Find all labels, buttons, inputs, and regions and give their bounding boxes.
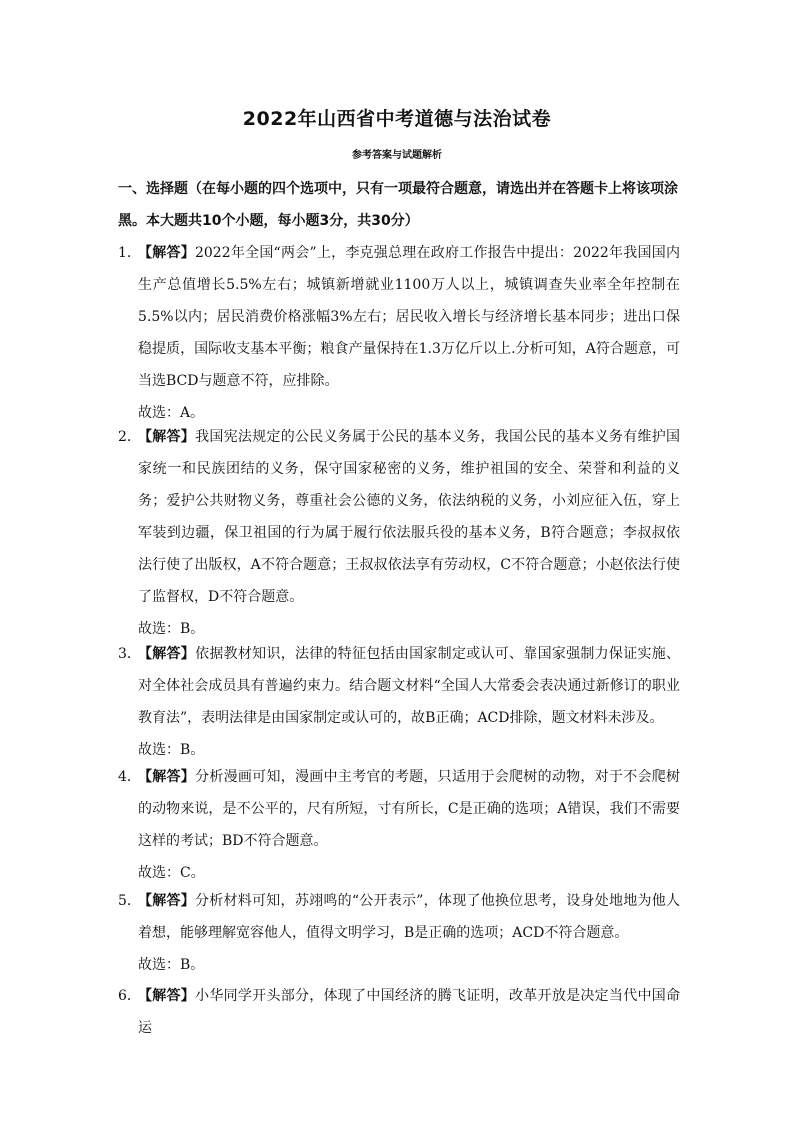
answer-tag: 【解答】 bbox=[138, 988, 196, 1004]
section-heading: 一、选择题（在每小题的四个选项中，只有一项最符合题意，请选出并在答题卡上将该项涂黑。本大题共10个小题，每小题3分，共30分） bbox=[118, 181, 678, 229]
question-5 bbox=[118, 885, 680, 981]
question-number: 4． bbox=[118, 769, 141, 785]
question-text bbox=[138, 237, 680, 397]
page-subtitle: 参考答案与试题解析 bbox=[352, 150, 442, 161]
answer-body: 我国宪法规定的公民义务属于公民的基本义务，我国公民的基本义务有维护国家统一和民族团结的义务，保守国家秘密的义务，维护祖国的安全、荣誉和利益的义务；爱护公共财物义务，尊重社会公德的义务，依法纳税的义务，小刘应征入伍，穿上军装到边疆，保卫祖国的行为属于履行依法服兵役的基本义务，B符合题意；李叔叔依法行使了出版权，A不符合题意；王叔叔依法享有劳动权，C不符合题意；小赵依法行使了监督权，D不符合题意。 bbox=[138, 429, 681, 605]
question-2 bbox=[118, 421, 680, 645]
answer-body: 分析漫画可知，漫画中主考官的考题，只适用于会爬树的动物，对于不会爬树的动物来说，是不公平的，尺有所短，寸有所长，C是正确的选项；A错误，我们不需要这样的考试；BD不符合题意。 bbox=[138, 769, 681, 849]
question-number: 2． bbox=[118, 429, 141, 445]
answer-body: 依据教材知识，法律的特征包括由国家制定或认可、靠国家强制力保证实施、对全体社会成员具有普遍约束力。结合题文材料“全国人大常委会表决通过新修订的职业教育法”，表明法律是由国家制定或认可的，故B正确；ACD排除，题文材料未涉及。 bbox=[138, 646, 681, 726]
answer-tag: 【解答】 bbox=[138, 893, 196, 909]
answer-tag: 【解答】 bbox=[138, 429, 196, 445]
question-4 bbox=[118, 761, 680, 889]
question-number: 3． bbox=[118, 646, 141, 662]
question-text bbox=[138, 885, 680, 949]
question-1 bbox=[118, 237, 680, 429]
answer-tag: 【解答】 bbox=[138, 245, 195, 261]
answer-choice: 故选：A。 bbox=[138, 405, 205, 421]
question-text bbox=[138, 761, 680, 857]
question-number: 5． bbox=[118, 893, 141, 909]
question-number: 6． bbox=[118, 988, 141, 1004]
question-3 bbox=[118, 638, 680, 766]
answer-choice: 故选：B。 bbox=[138, 957, 205, 973]
question-6 bbox=[118, 980, 680, 1044]
answer-tag: 【解答】 bbox=[138, 646, 196, 662]
question-text bbox=[138, 638, 680, 734]
answer-choice: 故选：B。 bbox=[138, 621, 205, 637]
answer-body: 2022年全国“两会”上，李克强总理在政府工作报告中提出：2022年我国国内生产总值增长5.5%左右；城镇新增就业1100万人以上，城镇调查失业率全年控制在5.5%以内；居民消费价格涨幅3%左右；居民收入增长与经济增长基本同步；进出口保稳提质，国际收支基本平衡；粮食产量保持在1.3万亿斤以上.分析可知，A符合题意，可当选BCD与题意不符，应排除。 bbox=[138, 245, 680, 389]
answer-choice: 故选：C。 bbox=[138, 865, 205, 881]
question-text bbox=[138, 421, 680, 613]
answer-choice: 故选：B。 bbox=[138, 742, 205, 758]
page-title: 2022年山西省中考道德与法治试卷 bbox=[242, 108, 552, 130]
answer-body: 分析材料可知，苏翊鸣的“公开表示”，体现了他换位思考，设身处地地为他人着想，能够理解宽容他人，值得文明学习，B是正确的选项；ACD不符合题意。 bbox=[138, 893, 681, 941]
question-number: 1． bbox=[118, 245, 141, 261]
answer-body: 小华同学开头部分，体现了中国经济的腾飞证明，改革开放是决定当代中国命运 bbox=[138, 988, 681, 1036]
question-text bbox=[138, 980, 680, 1044]
answer-tag: 【解答】 bbox=[138, 769, 196, 785]
